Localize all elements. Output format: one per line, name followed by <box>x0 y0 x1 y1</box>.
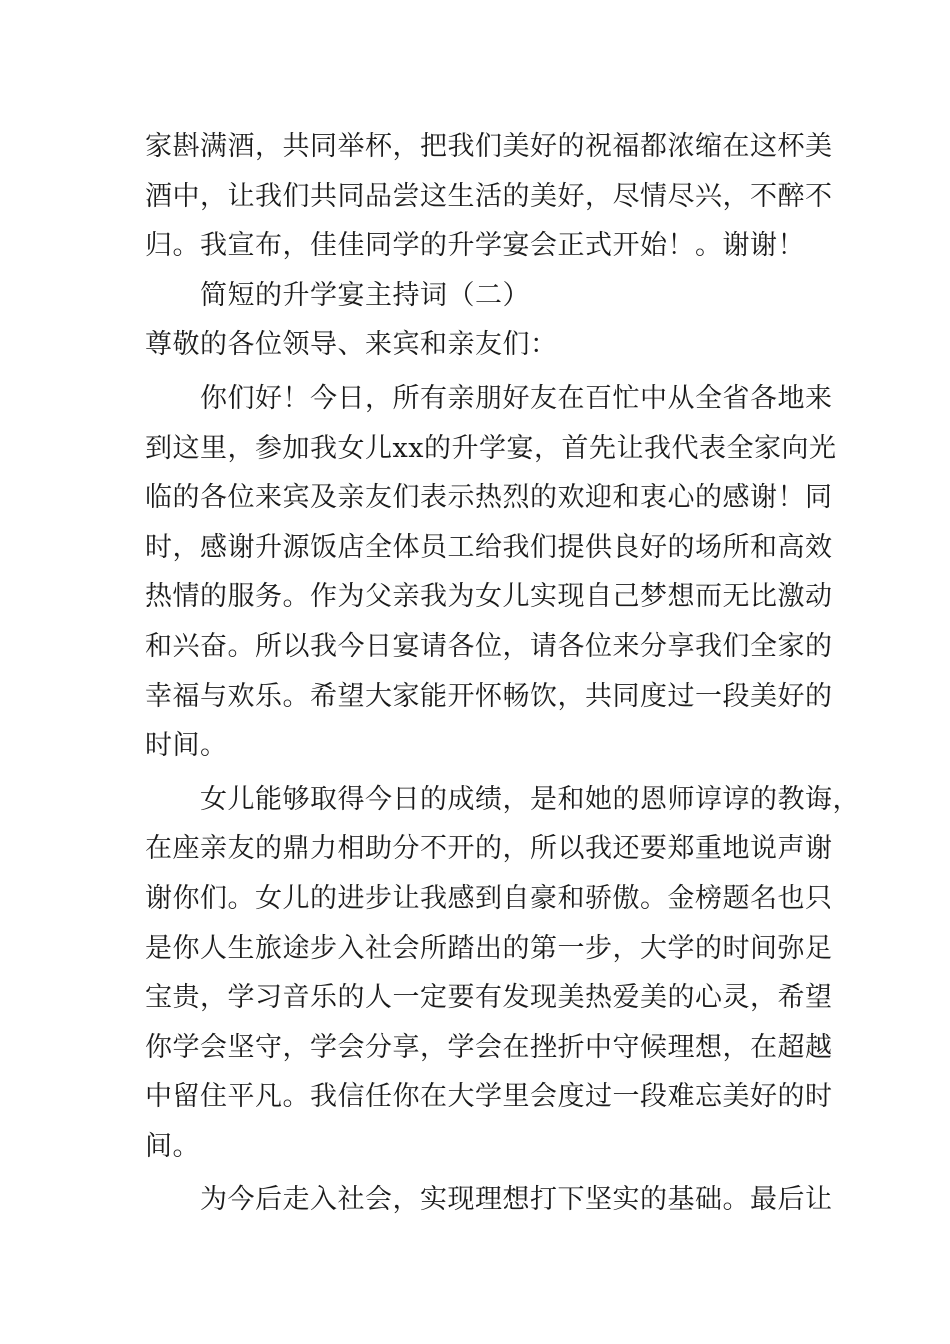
text-line: 间。 <box>145 1130 200 1162</box>
text-line: 在座亲友的鼎力相助分不开的，所以我还要郑重地说声谢 <box>145 833 833 865</box>
text-line: 为今后走入社会，实现理想打下坚实的基础。最后让 <box>200 1184 833 1216</box>
text-line: 和兴奋。所以我今日宴请各位，请各位来分享我们全家的 <box>145 630 833 662</box>
section-heading: 简短的升学宴主持词（二） <box>200 279 530 311</box>
text-line: 幸福与欢乐。希望大家能开怀畅饮，共同度过一段美好的 <box>145 680 833 712</box>
text-line: 你学会坚守，学会分享，学会在挫折中守候理想，在超越 <box>145 1031 833 1063</box>
text-line: 是你人生旅途步入社会所踏出的第一步，大学的时间弥足 <box>145 932 833 964</box>
text-line: 到这里，参加我女儿xx的升学宴，首先让我代表全家向光 <box>145 432 837 464</box>
text-line: 中留住平凡。我信任你在大学里会度过一段难忘美好的时 <box>145 1081 833 1113</box>
text-line: 归。我宣布，佳佳同学的升学宴会正式开始！。谢谢！ <box>145 230 805 262</box>
salutation: 尊敬的各位领导、来宾和亲友们： <box>145 329 558 361</box>
text-line: 家斟满酒，共同举杯，把我们美好的祝福都浓缩在这杯美 <box>145 131 833 162</box>
text-line: 女儿能够取得今日的成绩，是和她的恩师谆谆的教诲， <box>200 783 860 815</box>
text-line: 酒中，让我们共同品尝这生活的美好，尽情尽兴，不醉不 <box>145 180 833 212</box>
text-line: 谢你们。女儿的进步让我感到自豪和骄傲。金榜题名也只 <box>145 882 833 914</box>
text-line: 时，感谢升源饭店全体员工给我们提供良好的场所和高效 <box>145 531 833 563</box>
text-line: 你们好！今日，所有亲朋好友在百忙中从全省各地来 <box>200 382 833 414</box>
text-line: 时间。 <box>145 730 228 762</box>
text-line: 热情的服务。作为父亲我为女儿实现自己梦想而无比激动 <box>145 581 833 613</box>
text-line: 临的各位来宾及亲友们表示热烈的欢迎和衷心的感谢！同 <box>145 482 833 514</box>
document-body <box>145 122 860 1225</box>
text-line: 宝贵，学习音乐的人一定要有发现美热爱美的心灵，希望 <box>145 982 833 1014</box>
